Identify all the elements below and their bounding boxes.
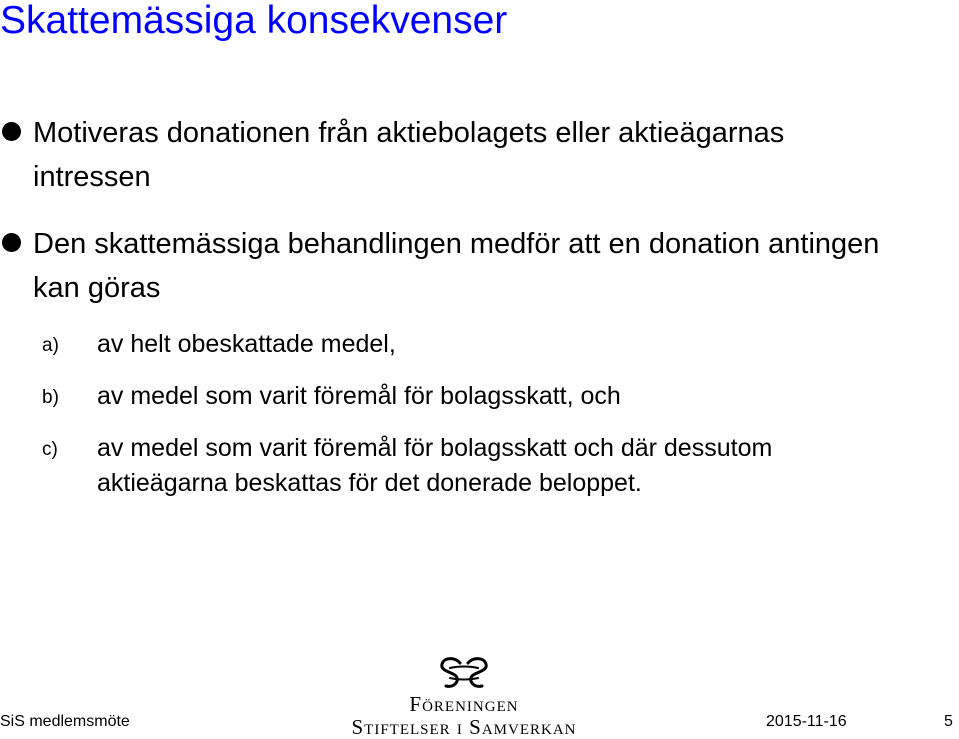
interlocked-s-ornament-icon bbox=[436, 656, 492, 690]
sub-item-a bbox=[0, 327, 900, 362]
organization-logo bbox=[328, 656, 600, 737]
sub-item-text: av helt obeskattade medel, bbox=[97, 330, 396, 358]
bullet-dot-icon bbox=[2, 233, 21, 252]
sub-item-letter: c) bbox=[42, 439, 58, 460]
footer-date: 2015-11-16 bbox=[766, 713, 847, 730]
logo-text-line1: Föreningen bbox=[409, 692, 519, 716]
sub-item-c bbox=[0, 431, 900, 501]
logo-text-line2: Stiftelser i Samverkan bbox=[351, 715, 577, 739]
sub-item-b bbox=[0, 379, 900, 414]
bullet-dot-icon bbox=[2, 122, 21, 141]
sub-item-letter: b) bbox=[42, 387, 59, 408]
bullet-text: Den skattemässiga behandlingen medför att en donation antingen kan göras bbox=[33, 228, 880, 304]
page-number: 5 bbox=[944, 713, 953, 730]
bullet-item-2 bbox=[0, 222, 900, 310]
footer-event-label: SiS medlemsmöte bbox=[0, 713, 130, 730]
sub-item-text: av medel som varit föremål för bolagsskatt och där dessutom aktieägarna beskattas för det donerade beloppet. bbox=[97, 434, 773, 497]
slide-title: Skattemässiga konsekvenser bbox=[0, 0, 508, 42]
bullet-text: Motiveras donationen från aktiebolagets eller aktieägarnas intressen bbox=[33, 117, 785, 193]
sub-item-letter: a) bbox=[42, 335, 59, 356]
bullet-item-1 bbox=[0, 111, 900, 199]
sub-item-text: av medel som varit föremål för bolagsskatt, och bbox=[97, 382, 621, 410]
